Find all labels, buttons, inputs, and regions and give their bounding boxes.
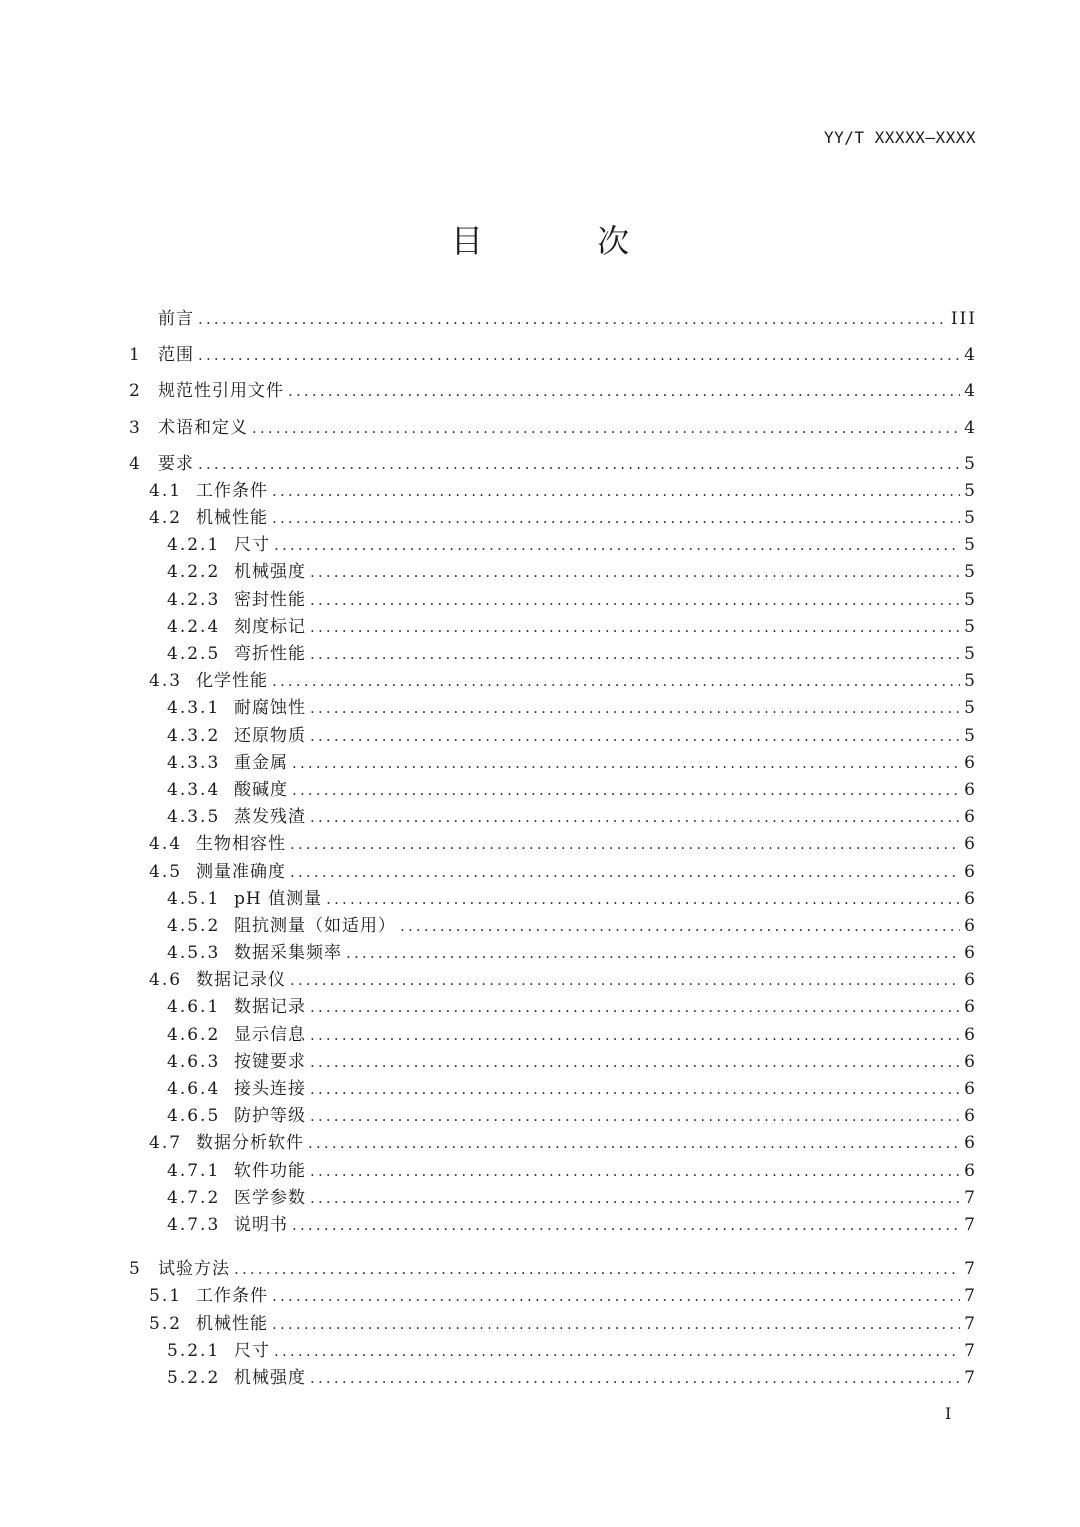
toc-entry-page: 7	[964, 1340, 977, 1361]
toc-entry[interactable]	[129, 831, 977, 858]
toc-leader-dots	[400, 913, 960, 940]
toc-entry-number: 4.3	[149, 671, 183, 692]
toc-entry-page: 6	[964, 1051, 977, 1072]
toc-entry-label: 数据记录	[234, 997, 306, 1018]
toc-leader-dots	[288, 378, 960, 405]
toc-entry-number: 4.5	[149, 861, 183, 882]
toc-entry-page: 6	[964, 1160, 977, 1181]
toc-entry-page: 6	[964, 1079, 977, 1100]
toc-entry-page: 5	[964, 453, 977, 474]
toc-entry-number: 4.7.1	[167, 1160, 221, 1181]
toc-entry[interactable]	[129, 614, 977, 641]
toc-entry-label: 按键要求	[234, 1051, 306, 1072]
toc-leader-dots	[310, 1103, 960, 1130]
toc-entry-number: 5.2.1	[167, 1340, 221, 1361]
toc-entry-label: 试验方法	[158, 1259, 230, 1280]
toc-entry-number: 4.4	[149, 834, 183, 855]
toc-entry-label: 机械强度	[234, 562, 306, 583]
toc-leader-dots	[310, 587, 960, 614]
toc-entry-page: 6	[964, 834, 977, 855]
toc-entry[interactable]	[129, 1022, 977, 1049]
toc-entry-page: 6	[964, 970, 977, 991]
toc-entry[interactable]	[129, 1283, 977, 1310]
toc-entry-number: 3	[129, 417, 142, 438]
toc-entry-number: 4.5.1	[167, 888, 221, 909]
toc-leader-dots	[292, 1212, 960, 1239]
toc-entry-page: 5	[964, 644, 977, 665]
toc-entry-label: 前言	[158, 308, 194, 329]
toc-entry-number: 4.7	[149, 1133, 183, 1154]
toc-entry-label: 刻度标记	[234, 616, 306, 637]
toc-leader-dots	[198, 451, 960, 478]
toc-entry-label: 接头连接	[234, 1079, 306, 1100]
toc-leader-dots	[326, 886, 960, 913]
toc-entry[interactable]	[129, 1049, 977, 1076]
toc-entry-page: 5	[964, 508, 977, 529]
toc-entry[interactable]	[129, 695, 977, 722]
toc-leader-dots	[292, 777, 960, 804]
toc-entry-page: 6	[964, 861, 977, 882]
toc-entry[interactable]	[129, 750, 977, 777]
toc-entry-label: 耐腐蚀性	[234, 698, 306, 719]
toc-leader-dots	[310, 1022, 960, 1049]
toc-entry-label: 密封性能	[234, 589, 306, 610]
toc-entry-page: 6	[964, 807, 977, 828]
toc-leader-dots	[274, 532, 960, 559]
toc-entry-page: 4	[964, 345, 977, 366]
toc-entry-page: 6	[964, 888, 977, 909]
toc-entry-page: 6	[964, 1133, 977, 1154]
toc-entry-page: 6	[964, 997, 977, 1018]
toc-entry-label: 测量准确度	[196, 861, 286, 882]
toc-entry-number: 4.2.1	[167, 535, 221, 556]
toc-leader-dots	[310, 614, 960, 641]
toc-entry-label: 显示信息	[234, 1024, 306, 1045]
toc-entry-number: 4.7.2	[167, 1187, 221, 1208]
toc-leader-dots	[272, 1283, 960, 1310]
toc-entry-number: 4.2	[149, 508, 183, 529]
toc-entry-label: 阻抗测量（如适用）	[234, 915, 396, 936]
toc-leader-dots	[310, 994, 960, 1021]
toc-entry-page: 6	[964, 1106, 977, 1127]
toc-entry-page: 5	[964, 480, 977, 501]
toc-entry-label: 防护等级	[234, 1106, 306, 1127]
toc-entry-label: 尺寸	[234, 1340, 270, 1361]
toc-entry-label: 机械性能	[196, 1313, 268, 1334]
toc-entry-number: 4.1	[149, 480, 183, 501]
toc-leader-dots	[198, 342, 960, 369]
toc-entry[interactable]	[129, 532, 977, 559]
toc-leader-dots	[310, 804, 960, 831]
toc-entry[interactable]	[129, 1158, 977, 1185]
standard-code: YY/T XXXXX—XXXX	[824, 128, 976, 147]
toc-leader-dots	[310, 695, 960, 722]
toc-entry-number: 4.3.2	[167, 725, 221, 746]
toc-leader-dots	[308, 1130, 960, 1157]
toc-entry-label: 酸碱度	[234, 779, 288, 800]
toc-entry-page: 5	[964, 535, 977, 556]
toc-entry[interactable]	[129, 886, 977, 913]
toc-entry-label: 医学参数	[234, 1187, 306, 1208]
toc-entry-label: 工作条件	[196, 1286, 268, 1307]
toc-entry[interactable]	[129, 1311, 977, 1338]
toc-entry-number: 1	[129, 345, 142, 366]
toc-entry[interactable]	[129, 297, 977, 333]
toc-entry-label: 机械性能	[196, 508, 268, 529]
toc-entry-number: 5.2.2	[167, 1367, 221, 1388]
toc-entry-number: 4.6.2	[167, 1024, 221, 1045]
toc-entry-number: 4.2.5	[167, 644, 221, 665]
toc-entry-label: 要求	[158, 453, 194, 474]
toc-leader-dots	[274, 1338, 960, 1365]
toc-leader-dots	[310, 723, 960, 750]
toc-entry-number: 4.2.3	[167, 589, 221, 610]
toc-entry[interactable]	[129, 442, 977, 478]
toc-entry-page: 6	[964, 752, 977, 773]
toc-entry-label: 说明书	[234, 1214, 288, 1235]
toc-entry-page: 7	[964, 1259, 977, 1280]
toc-entry-number: 4.5.2	[167, 915, 221, 936]
toc-leader-dots	[290, 831, 960, 858]
toc-entry-number: 4.3.5	[167, 807, 221, 828]
toc-entry-label: 范围	[158, 345, 194, 366]
toc-entry-number: 4.7.3	[167, 1214, 221, 1235]
toc-entry[interactable]	[129, 1130, 977, 1157]
toc-entry-number: 4.3.1	[167, 698, 221, 719]
toc-entry-number: 4.6.4	[167, 1079, 221, 1100]
toc-entry[interactable]	[129, 369, 977, 405]
table-of-contents	[129, 297, 977, 1392]
toc-entry-label: 数据分析软件	[196, 1133, 304, 1154]
toc-entry[interactable]	[129, 967, 977, 994]
toc-entry-label: 数据记录仪	[196, 970, 286, 991]
toc-entry-page: 7	[964, 1367, 977, 1388]
toc-leader-dots	[310, 1185, 960, 1212]
toc-entry-label: 软件功能	[234, 1160, 306, 1181]
toc-entry-page: 5	[964, 725, 977, 746]
toc-entry-number: 4.2.2	[167, 562, 221, 583]
toc-entry-number: 5	[129, 1259, 142, 1280]
toc-entry[interactable]	[129, 641, 977, 668]
toc-entry-page: 5	[964, 698, 977, 719]
toc-entry-page: 7	[964, 1214, 977, 1235]
toc-entry-page: 5	[964, 671, 977, 692]
toc-entry-page: 5	[964, 562, 977, 583]
toc-entry-number: 2	[129, 381, 142, 402]
page-title: 目 次	[450, 222, 682, 260]
toc-leader-dots	[272, 478, 960, 505]
toc-entry[interactable]	[129, 668, 977, 695]
toc-entry[interactable]	[129, 777, 977, 804]
toc-entry-label: 弯折性能	[234, 644, 306, 665]
toc-entry-label: 尺寸	[234, 535, 270, 556]
toc-entry-label: 工作条件	[196, 480, 268, 501]
toc-leader-dots	[310, 1158, 960, 1185]
toc-entry-number: 4.6.3	[167, 1051, 221, 1072]
toc-entry[interactable]	[129, 1338, 977, 1365]
toc-entry[interactable]	[129, 1103, 977, 1130]
toc-entry-label: 生物相容性	[196, 834, 286, 855]
toc-entry-label: 重金属	[234, 752, 288, 773]
toc-entry[interactable]	[129, 505, 977, 532]
toc-entry-number: 4.6	[149, 970, 183, 991]
toc-entry[interactable]	[129, 913, 977, 940]
toc-entry-page: 4	[964, 417, 977, 438]
toc-entry-page: 6	[964, 1024, 977, 1045]
toc-entry[interactable]	[129, 995, 977, 1022]
toc-entry-number: 5.2	[149, 1313, 183, 1334]
toc-entry[interactable]	[129, 1247, 977, 1283]
toc-entry-label: 化学性能	[196, 671, 268, 692]
toc-entry-number: 4.6.5	[167, 1106, 221, 1127]
toc-leader-dots	[310, 559, 960, 586]
toc-leader-dots	[272, 668, 960, 695]
toc-entry-label: 蒸发残渣	[234, 807, 306, 828]
toc-entry-page: 5	[964, 589, 977, 610]
toc-entry-label: 还原物质	[234, 725, 306, 746]
toc-entry[interactable]	[129, 333, 977, 369]
toc-entry-page: 7	[964, 1187, 977, 1208]
toc-entry[interactable]	[129, 406, 977, 442]
toc-entry[interactable]	[129, 859, 977, 886]
toc-leader-dots	[310, 1049, 960, 1076]
toc-entry-label: 规范性引用文件	[158, 381, 284, 402]
toc-entry-number: 4.3.3	[167, 752, 221, 773]
toc-leader-dots	[310, 641, 960, 668]
toc-entry-page: III	[950, 308, 977, 329]
toc-entry[interactable]	[129, 1212, 977, 1239]
toc-entry[interactable]	[129, 1185, 977, 1212]
toc-leader-dots	[292, 750, 960, 777]
toc-leader-dots	[310, 1076, 960, 1103]
toc-leader-dots	[290, 859, 960, 886]
toc-entry[interactable]	[129, 1076, 977, 1103]
toc-entry-number: 4.3.4	[167, 779, 221, 800]
toc-leader-dots	[198, 306, 947, 333]
toc-entry-label: 术语和定义	[158, 417, 248, 438]
toc-entry-number: 4.2.4	[167, 616, 221, 637]
toc-leader-dots	[234, 1256, 960, 1283]
toc-leader-dots	[310, 1365, 960, 1392]
toc-leader-dots	[272, 1311, 960, 1338]
toc-entry-page: 7	[964, 1286, 977, 1307]
toc-entry[interactable]	[129, 804, 977, 831]
toc-entry[interactable]	[129, 940, 977, 967]
toc-entry-label: 数据采集频率	[234, 943, 342, 964]
toc-entry-page: 4	[964, 381, 977, 402]
toc-leader-dots	[272, 505, 960, 532]
toc-leader-dots	[252, 415, 960, 442]
toc-entry-number: 5.1	[149, 1286, 183, 1307]
toc-leader-dots	[346, 940, 960, 967]
toc-entry-page: 6	[964, 779, 977, 800]
toc-entry[interactable]	[129, 1365, 977, 1392]
toc-entry-number: 4.6.1	[167, 997, 221, 1018]
toc-entry-page: 6	[964, 943, 977, 964]
page-number: I	[945, 1404, 952, 1423]
toc-leader-dots	[290, 967, 960, 994]
toc-entry-number: 4.5.3	[167, 943, 221, 964]
toc-entry[interactable]	[129, 587, 977, 614]
toc-entry[interactable]	[129, 560, 977, 587]
toc-entry-number: 4	[129, 453, 142, 474]
toc-entry[interactable]	[129, 478, 977, 505]
toc-entry-page: 6	[964, 915, 977, 936]
toc-entry[interactable]	[129, 723, 977, 750]
toc-entry-label: 机械强度	[234, 1367, 306, 1388]
toc-entry-page: 7	[964, 1313, 977, 1334]
toc-entry-page: 5	[964, 616, 977, 637]
toc-entry-label: pH 值测量	[234, 888, 323, 909]
